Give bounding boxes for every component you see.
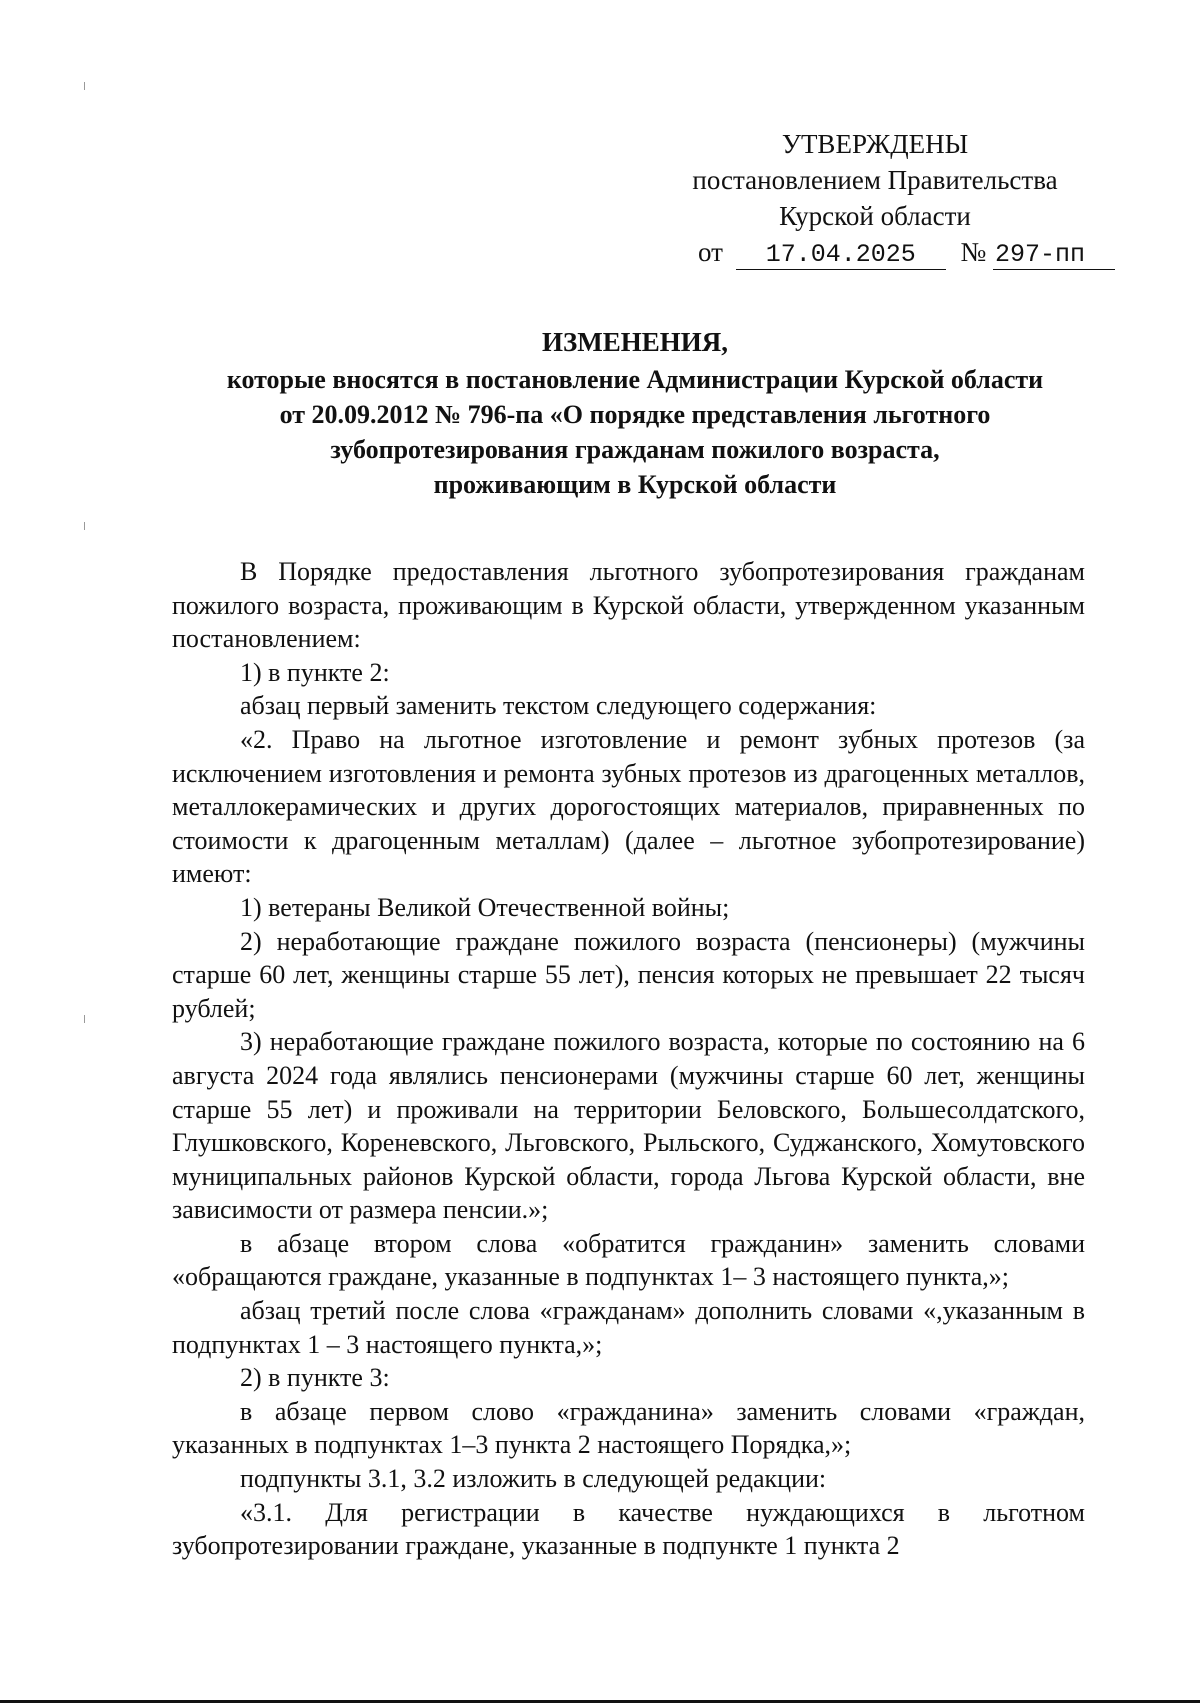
approval-date: 17.04.2025 bbox=[736, 241, 946, 270]
paragraph-sub-2: 2) неработающие граждане пожилого возраста (пенсионеры) (мужчины старше 60 лет, женщины старше 55 лет), пенсия которых не превышает 22 тысяч рублей; bbox=[172, 926, 1085, 1023]
paragraph-sub-3: 3) неработающие граждане пожилого возраста, которые по состоянию на 6 августа 2024 года являлись пенсионерами (мужчины старше 60 лет, женщины старше 55 лет) и проживали на территории Беловского, Большесолдатского, Глушковского, Кореневского, Льговского, Рыльского, Суджанского, Хомутовского муниципальных районов Курской области, города Льгова Курской области, вне зависимости от размера пенсии.»; bbox=[172, 1027, 1085, 1225]
scan-mark bbox=[84, 82, 85, 90]
document-body bbox=[172, 555, 1085, 1563]
approval-date-line bbox=[698, 234, 1090, 270]
paragraph-first-abzac: в абзаце первом слово «гражданина» заменить словами «граждан, указанных в подпунктах 1–3 пункта 2 настоящего Порядка,»; bbox=[172, 1396, 1085, 1460]
paragraph-third-abzac: абзац третий после слова «гражданам» дополнить словами «,указанным в подпунктах 1 – 3 настоящего пункта,»; bbox=[172, 1296, 1085, 1359]
heading-line-2: от 20.09.2012 № 796-па «О порядке представления льготного bbox=[279, 400, 991, 429]
paragraph-sub-1: 1) ветераны Великой Отечественной войны; bbox=[240, 892, 730, 922]
scan-mark bbox=[84, 522, 85, 530]
document-heading bbox=[160, 325, 1110, 502]
number-prefix: № bbox=[960, 237, 987, 267]
heading-line-3: зубопротезирования гражданам пожилого возраста, bbox=[330, 435, 940, 464]
approval-number: 297-пп bbox=[993, 241, 1115, 270]
date-prefix: от bbox=[698, 237, 723, 267]
approval-region: Курской области bbox=[779, 201, 971, 231]
paragraph-item-2: 2) в пункте 3: bbox=[240, 1363, 390, 1393]
approval-authority: постановлением Правительства bbox=[692, 165, 1058, 195]
approval-title: УТВЕРЖДЕНЫ bbox=[781, 129, 969, 159]
bottom-scan-edge bbox=[0, 1700, 1200, 1703]
heading-line-4: проживающим в Курской области bbox=[433, 470, 837, 499]
paragraph-item-1: 1) в пункте 2: bbox=[240, 657, 390, 687]
paragraph-intro: В Порядке предоставления льготного зубопротезирования гражданам пожилого возраста, проживающим в Курской области, утвержденном указанным постановлением: bbox=[172, 557, 1085, 654]
scan-mark bbox=[84, 1015, 85, 1023]
paragraph-quote-3-1: «3.1. Для регистрации в качестве нуждающихся в льготном зубопротезировании граждане, указанные в подпункте 1 пункта 2 bbox=[172, 1497, 1085, 1561]
heading-title: ИЗМЕНЕНИЯ, bbox=[541, 327, 728, 357]
paragraph-quote-2: «2. Право на льготное изготовление и ремонт зубных протезов (за исключением изготовления и ремонта зубных протезов из драгоценных металлов, металлокерамических и других дорогостоящих материалов, приравненных по стоимости к драгоценным металлам) (далее – льготное зубопротезирование) имеют: bbox=[172, 724, 1085, 889]
heading-line-1: которые вносятся в постановление Администрации Курской области bbox=[226, 365, 1044, 394]
paragraph-second-abzac: в абзаце втором слова «обратится гражданин» заменить словами «обращаются граждане, указанные в подпунктах 1– 3 настоящего пункта,»; bbox=[172, 1228, 1085, 1292]
paragraph-subitems: подпункты 3.1, 3.2 изложить в следующей редакции: bbox=[240, 1464, 827, 1494]
approval-block bbox=[660, 126, 1090, 270]
paragraph-replace-first: абзац первый заменить текстом следующего содержания: bbox=[240, 691, 877, 721]
